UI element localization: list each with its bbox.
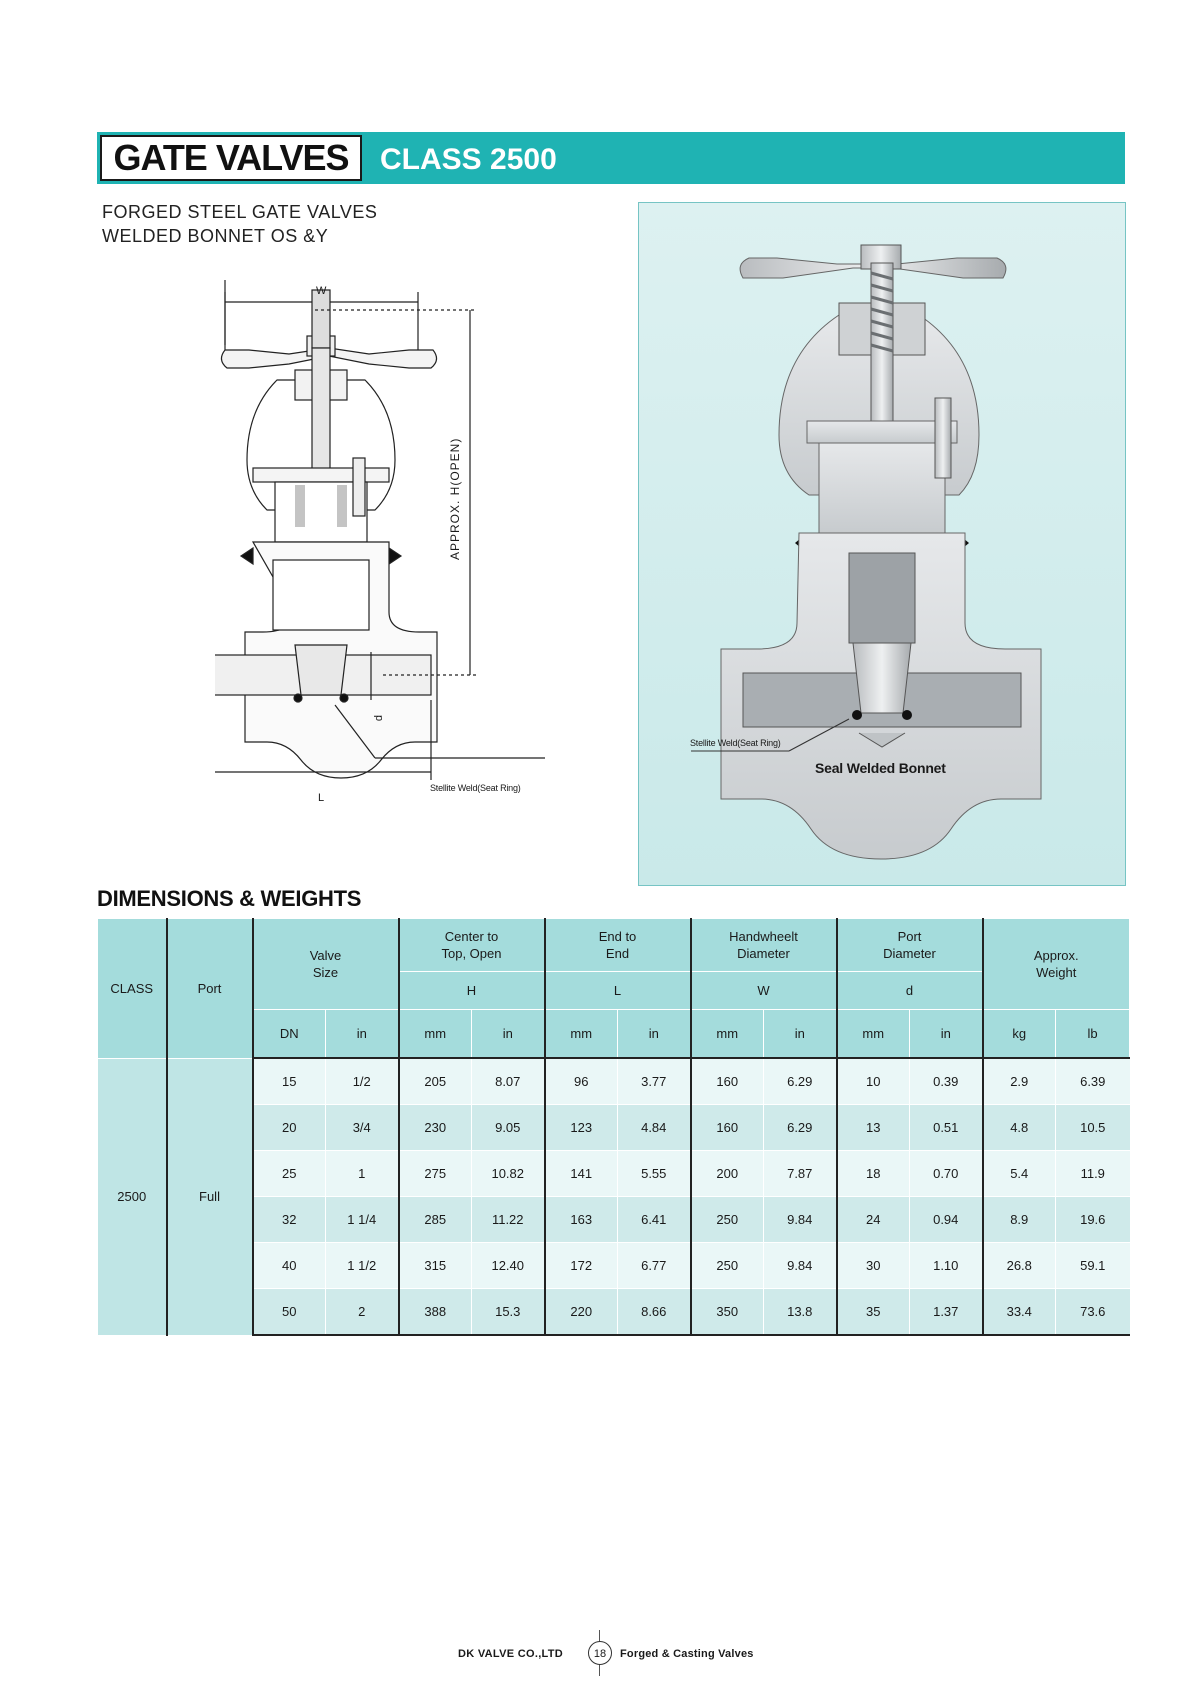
table-row <box>98 1243 1130 1289</box>
table-cell: 96 <box>545 1058 618 1105</box>
table-cell: 20 <box>253 1105 326 1151</box>
table-cell: 2 <box>326 1289 399 1336</box>
table-cell: 0.51 <box>910 1105 983 1151</box>
table-cell: 350 <box>691 1289 764 1336</box>
table-cell: 13.8 <box>764 1289 837 1336</box>
page-title: GATE VALVES <box>113 137 349 178</box>
valve-cross-section-drawing <box>215 280 575 830</box>
table-cell: 285 <box>399 1197 472 1243</box>
table-cell: 59.1 <box>1056 1243 1130 1289</box>
table-cell: 1 <box>326 1151 399 1197</box>
valve-illustration-panel <box>638 202 1126 886</box>
table-cell: 123 <box>545 1105 618 1151</box>
table-cell: 35 <box>837 1289 910 1336</box>
table-cell: 10 <box>837 1058 910 1105</box>
header-h: H <box>399 972 545 1010</box>
table-cell: 0.70 <box>910 1151 983 1197</box>
title-box <box>100 135 362 181</box>
header-w: W <box>691 972 837 1010</box>
table-cell: 1.10 <box>910 1243 983 1289</box>
class-cell: 2500 <box>98 1058 167 1335</box>
unit-header: mm <box>691 1010 764 1059</box>
table-cell: 5.55 <box>618 1151 691 1197</box>
unit-header: in <box>472 1010 545 1059</box>
table-cell: 163 <box>545 1197 618 1243</box>
table-cell: 9.84 <box>764 1243 837 1289</box>
table-cell: 172 <box>545 1243 618 1289</box>
valve-drawing-svg <box>215 280 575 830</box>
table-cell: 8.9 <box>983 1197 1056 1243</box>
table-cell: 13 <box>837 1105 910 1151</box>
table-row <box>98 1197 1130 1243</box>
class-label: CLASS 2500 <box>380 143 557 176</box>
header-weight: Approx. Weight <box>983 919 1130 1010</box>
unit-header: in <box>618 1010 691 1059</box>
table-cell: 32 <box>253 1197 326 1243</box>
table-cell: 6.77 <box>618 1243 691 1289</box>
header-end-to-end: End to End <box>545 919 691 972</box>
table-cell: 230 <box>399 1105 472 1151</box>
table-cell: 8.66 <box>618 1289 691 1336</box>
table-cell: 388 <box>399 1289 472 1336</box>
valve-illustration-svg <box>639 203 1125 885</box>
table-cell: 11.22 <box>472 1197 545 1243</box>
table-cell: 10.82 <box>472 1151 545 1197</box>
unit-header: mm <box>399 1010 472 1059</box>
table-cell: 9.84 <box>764 1197 837 1243</box>
table-cell: 315 <box>399 1243 472 1289</box>
footer-text: Forged & Casting Valves <box>620 1648 754 1660</box>
table-cell: 160 <box>691 1105 764 1151</box>
header-d: d <box>837 972 983 1010</box>
header-l: L <box>545 972 691 1010</box>
table-row <box>98 1289 1130 1336</box>
page-number: 18 <box>588 1641 612 1665</box>
table-cell: 30 <box>837 1243 910 1289</box>
table-cell: 12.40 <box>472 1243 545 1289</box>
table-cell: 6.29 <box>764 1058 837 1105</box>
length-dimension-label: L <box>318 792 325 804</box>
table-cell: 6.29 <box>764 1105 837 1151</box>
table-cell: 73.6 <box>1056 1289 1130 1336</box>
unit-header: mm <box>837 1010 910 1059</box>
unit-header: lb <box>1056 1010 1130 1059</box>
table-cell: 141 <box>545 1151 618 1197</box>
table-cell: 4.84 <box>618 1105 691 1151</box>
subtitle <box>102 200 377 248</box>
table-cell: 50 <box>253 1289 326 1336</box>
table-cell: 19.6 <box>1056 1197 1130 1243</box>
port-cell: Full <box>167 1058 253 1335</box>
table-cell: 6.39 <box>1056 1058 1130 1105</box>
illustration-caption: Seal Welded Bonnet <box>815 760 946 776</box>
table-cell: 15.3 <box>472 1289 545 1336</box>
table-cell: 0.94 <box>910 1197 983 1243</box>
table-cell: 3.77 <box>618 1058 691 1105</box>
table-cell: 33.4 <box>983 1289 1056 1336</box>
dimensions-title: DIMENSIONS & WEIGHTS <box>97 886 362 911</box>
unit-header: kg <box>983 1010 1056 1059</box>
footer-company: DK VALVE CO.,LTD <box>458 1648 564 1660</box>
subtitle-line-2: WELDED BONNET OS &Y <box>102 226 329 246</box>
table-row <box>98 1058 1130 1105</box>
table-cell: 18 <box>837 1151 910 1197</box>
table-cell: 220 <box>545 1289 618 1336</box>
header-center-to-top: Center to Top, Open <box>399 919 545 972</box>
table-cell: 3/4 <box>326 1105 399 1151</box>
unit-header: in <box>326 1010 399 1059</box>
unit-header: mm <box>545 1010 618 1059</box>
table-cell: 25 <box>253 1151 326 1197</box>
table-cell: 5.4 <box>983 1151 1056 1197</box>
subtitle-line-1: FORGED STEEL GATE VALVES <box>102 202 378 222</box>
unit-header: in <box>910 1010 983 1059</box>
unit-header: in <box>764 1010 837 1059</box>
header-handwheel: Handwheelt Diameter <box>691 919 837 972</box>
table-cell: 1 1/2 <box>326 1243 399 1289</box>
stellite-weld-callout: Stellite Weld(Seat Ring) <box>430 783 521 793</box>
table-cell: 7.87 <box>764 1151 837 1197</box>
table-cell: 24 <box>837 1197 910 1243</box>
table-cell: 26.8 <box>983 1243 1056 1289</box>
table-cell: 8.07 <box>472 1058 545 1105</box>
table-cell: 15 <box>253 1058 326 1105</box>
table-cell: 1/2 <box>326 1058 399 1105</box>
table-cell: 11.9 <box>1056 1151 1130 1197</box>
table-cell: 1 1/4 <box>326 1197 399 1243</box>
table-cell: 0.39 <box>910 1058 983 1105</box>
table-cell: 1.37 <box>910 1289 983 1336</box>
header-port: Port <box>167 919 253 1059</box>
table-cell: 200 <box>691 1151 764 1197</box>
port-dimension-label: d <box>373 714 386 722</box>
width-dimension-label: W <box>316 285 327 297</box>
table-cell: 40 <box>253 1243 326 1289</box>
table-row <box>98 1105 1130 1151</box>
table-row <box>98 1151 1130 1197</box>
table-cell: 9.05 <box>472 1105 545 1151</box>
unit-row <box>98 1010 1130 1059</box>
height-dimension-label: APPROX. H(OPEN) <box>448 437 462 560</box>
unit-header: DN <box>253 1010 326 1059</box>
dimensions-body <box>98 1058 1130 1335</box>
table-cell: 160 <box>691 1058 764 1105</box>
table-cell: 275 <box>399 1151 472 1197</box>
table-cell: 6.41 <box>618 1197 691 1243</box>
table-cell: 2.9 <box>983 1058 1056 1105</box>
table-cell: 4.8 <box>983 1105 1056 1151</box>
table-cell: 250 <box>691 1243 764 1289</box>
header-class: CLASS <box>98 919 167 1059</box>
header-valve-size: Valve Size <box>253 919 399 1010</box>
table-cell: 250 <box>691 1197 764 1243</box>
dimensions-table <box>97 918 1130 1336</box>
table-cell: 205 <box>399 1058 472 1105</box>
illustration-stellite-callout: Stellite Weld(Seat Ring) <box>690 738 781 748</box>
table-cell: 10.5 <box>1056 1105 1130 1151</box>
header-port-diameter: Port Diameter <box>837 919 983 972</box>
